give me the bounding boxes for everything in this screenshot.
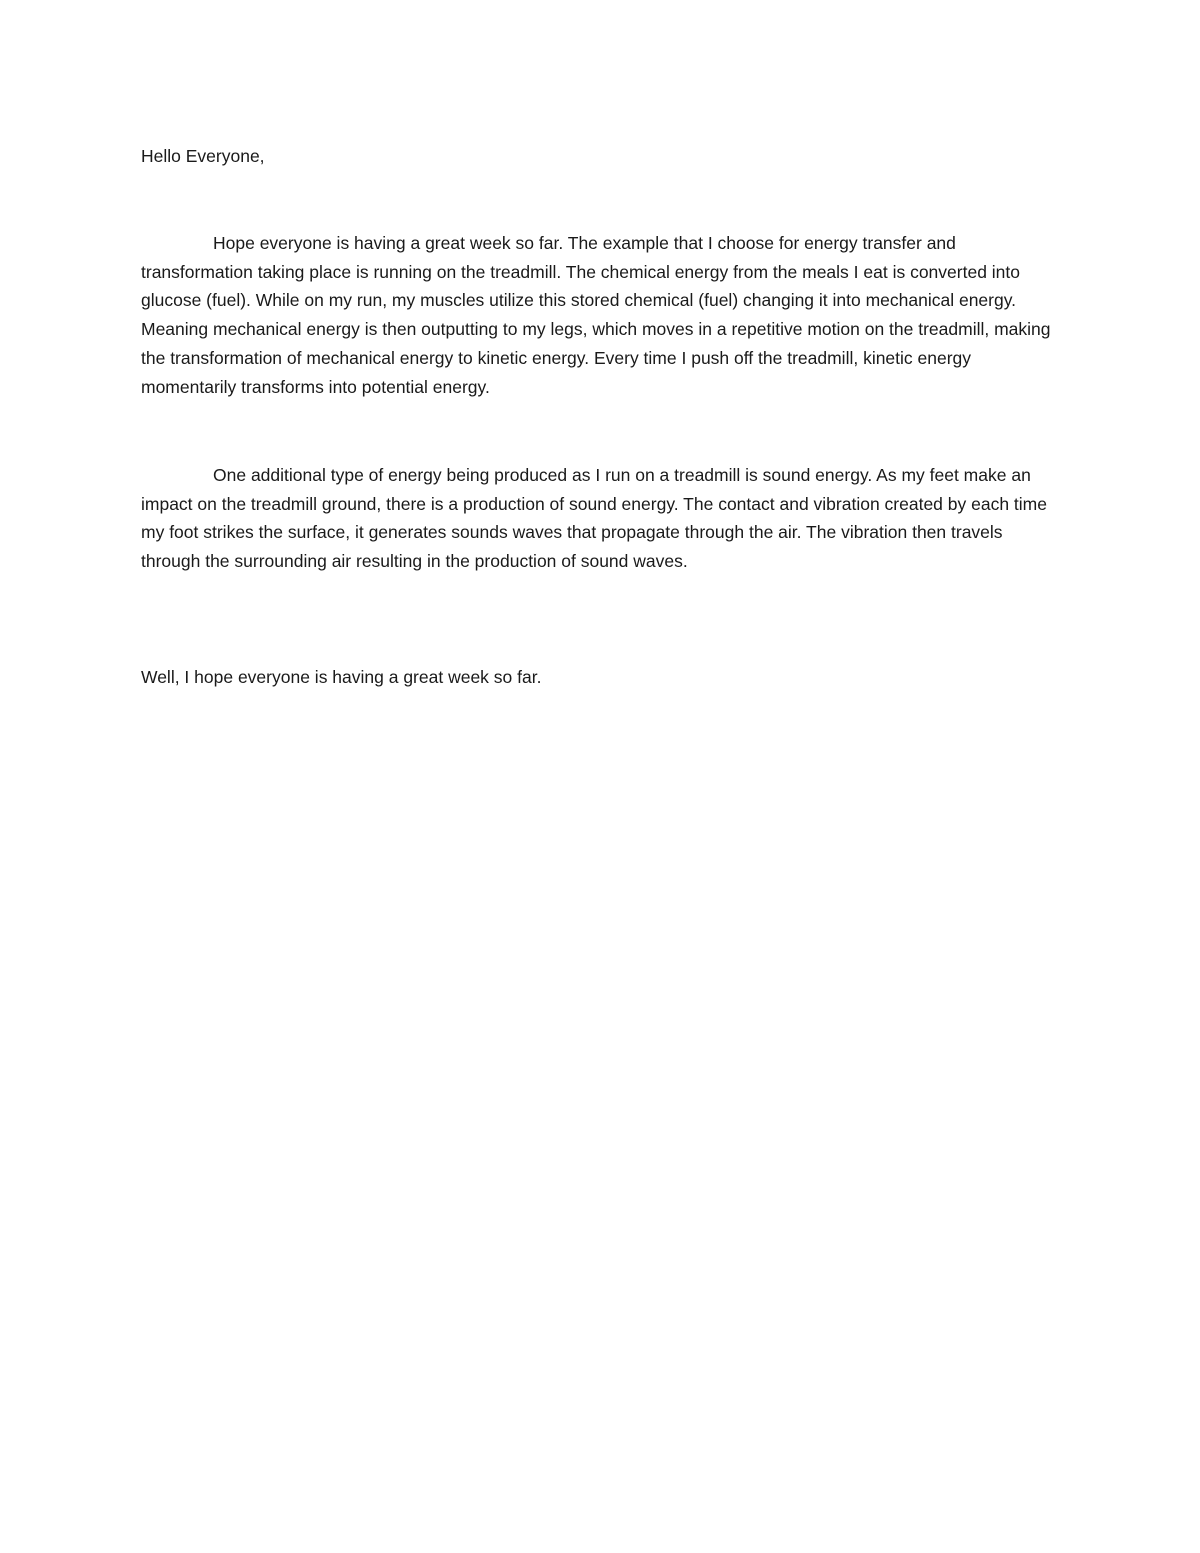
- body-paragraph-energy-transfer: Hope everyone is having a great week so far. The example that I choose for energy transfer and transformation taking place is running on the treadmill. The chemical energy from the meals I eat is converted into glucose (fuel). While on my run, my muscles utilize this stored chemical (fuel) changing it into mechanical energy. Meaning mechanical energy is then outputting to my legs, which moves in a repetitive motion on the treadmill, making the transformation of mechanical energy to kinetic energy. Every time I push off the treadmill, kinetic energy momentarily transforms into potential energy.: [141, 233, 1051, 397]
- body-paragraph-sound-energy: One additional type of energy being produced as I run on a treadmill is sound energy. As my feet make an impact on the treadmill ground, there is a production of sound energy. The contact and vibration created by each time my foot strikes the surface, it generates sounds waves that propagate through the air. The vibration then travels through the surrounding air resulting in the production of sound waves.: [141, 465, 1047, 572]
- closing-line: Well, I hope everyone is having a great week so far.: [141, 667, 542, 687]
- greeting-line: Hello Everyone,: [141, 146, 265, 166]
